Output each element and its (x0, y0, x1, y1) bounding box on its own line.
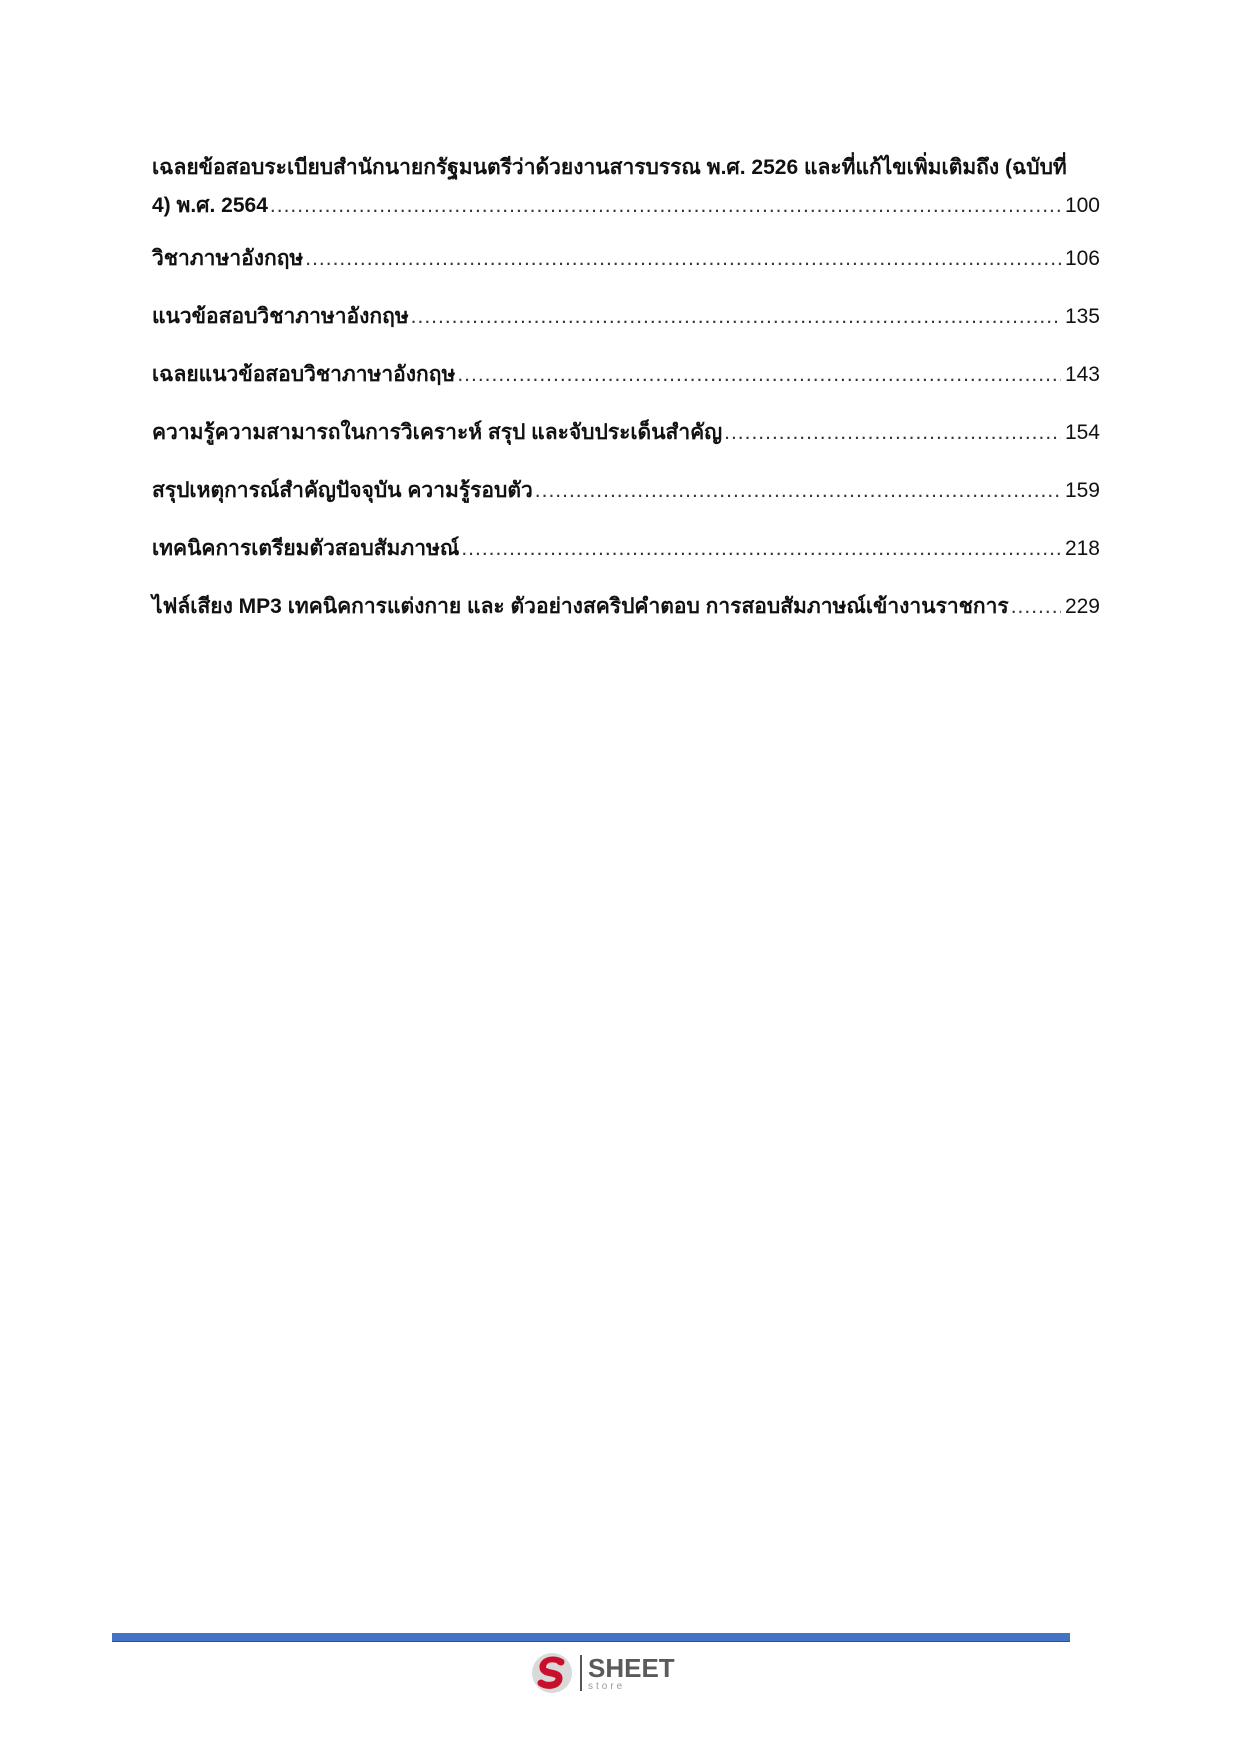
logo-divider (580, 1655, 582, 1691)
toc-entry[interactable] (152, 404, 1100, 462)
dot-leader (270, 188, 1061, 224)
footer-rule (112, 1633, 1070, 1642)
toc-entry-page: 159 (1064, 479, 1100, 502)
toc-entry-title: สรุปเหตุการณ์สำคัญปัจจุบัน ความรู้รอบตัว (152, 479, 533, 502)
toc-entry-title: เฉลยแนวข้อสอบวิชาภาษาอังกฤษ (152, 363, 456, 386)
toc-entry-title-line1: เฉลยข้อสอบระเบียบสำนักนายกรัฐมนตรีว่าด้วยงานสารบรรณ พ.ศ. 2526 และที่แก้ไขเพิ่มเติมถึง (ฉบับที่ (152, 156, 1067, 179)
logo-subword: store (588, 1680, 626, 1692)
toc-entry-page: 218 (1064, 537, 1100, 560)
dot-leader (724, 404, 1061, 462)
toc-entry-page: 135 (1064, 305, 1100, 328)
dot-leader (457, 346, 1061, 404)
toc-entry[interactable] (152, 578, 1100, 636)
dot-leader (461, 520, 1061, 578)
toc-entry-page: 229 (1064, 595, 1100, 618)
toc-entry[interactable] (152, 148, 1100, 224)
toc-entry-page: 106 (1064, 247, 1100, 270)
table-of-contents (152, 148, 1100, 636)
toc-entry-title: เทคนิคการเตรียมตัวสอบสัมภาษณ์ (152, 537, 460, 560)
toc-entry[interactable] (152, 462, 1100, 520)
toc-entry-page: 100 (1064, 194, 1100, 217)
toc-entry-title: แนวข้อสอบวิชาภาษาอังกฤษ (152, 305, 409, 328)
toc-entry[interactable] (152, 288, 1100, 346)
toc-entry-title: ไฟล์เสียง MP3 เทคนิคการแต่งกาย และ ตัวอย่างสคริปคำตอบ การสอบสัมภาษณ์เข้างานราชการ (152, 595, 1009, 618)
toc-entry-page: 154 (1064, 421, 1100, 444)
toc-entry[interactable] (152, 520, 1100, 578)
toc-entry[interactable] (152, 230, 1100, 288)
dot-leader (1011, 578, 1061, 636)
toc-entry-page: 143 (1064, 363, 1100, 386)
dot-leader (305, 230, 1061, 288)
sheet-store-logo (530, 1650, 675, 1696)
dot-leader (535, 462, 1061, 520)
toc-entry[interactable] (152, 346, 1100, 404)
toc-entry-title: ความรู้ความสามารถในการวิเคราะห์ สรุป และจับประเด็นสำคัญ (152, 421, 723, 444)
dot-leader (411, 288, 1061, 346)
toc-entry-title-line2: 4) พ.ศ. 2564 (152, 194, 268, 217)
logo-word: SHEET (588, 1652, 675, 1683)
logo-text (588, 1652, 675, 1692)
toc-entry-title: วิชาภาษาอังกฤษ (152, 247, 304, 270)
sheet-store-logo-icon (530, 1651, 574, 1695)
